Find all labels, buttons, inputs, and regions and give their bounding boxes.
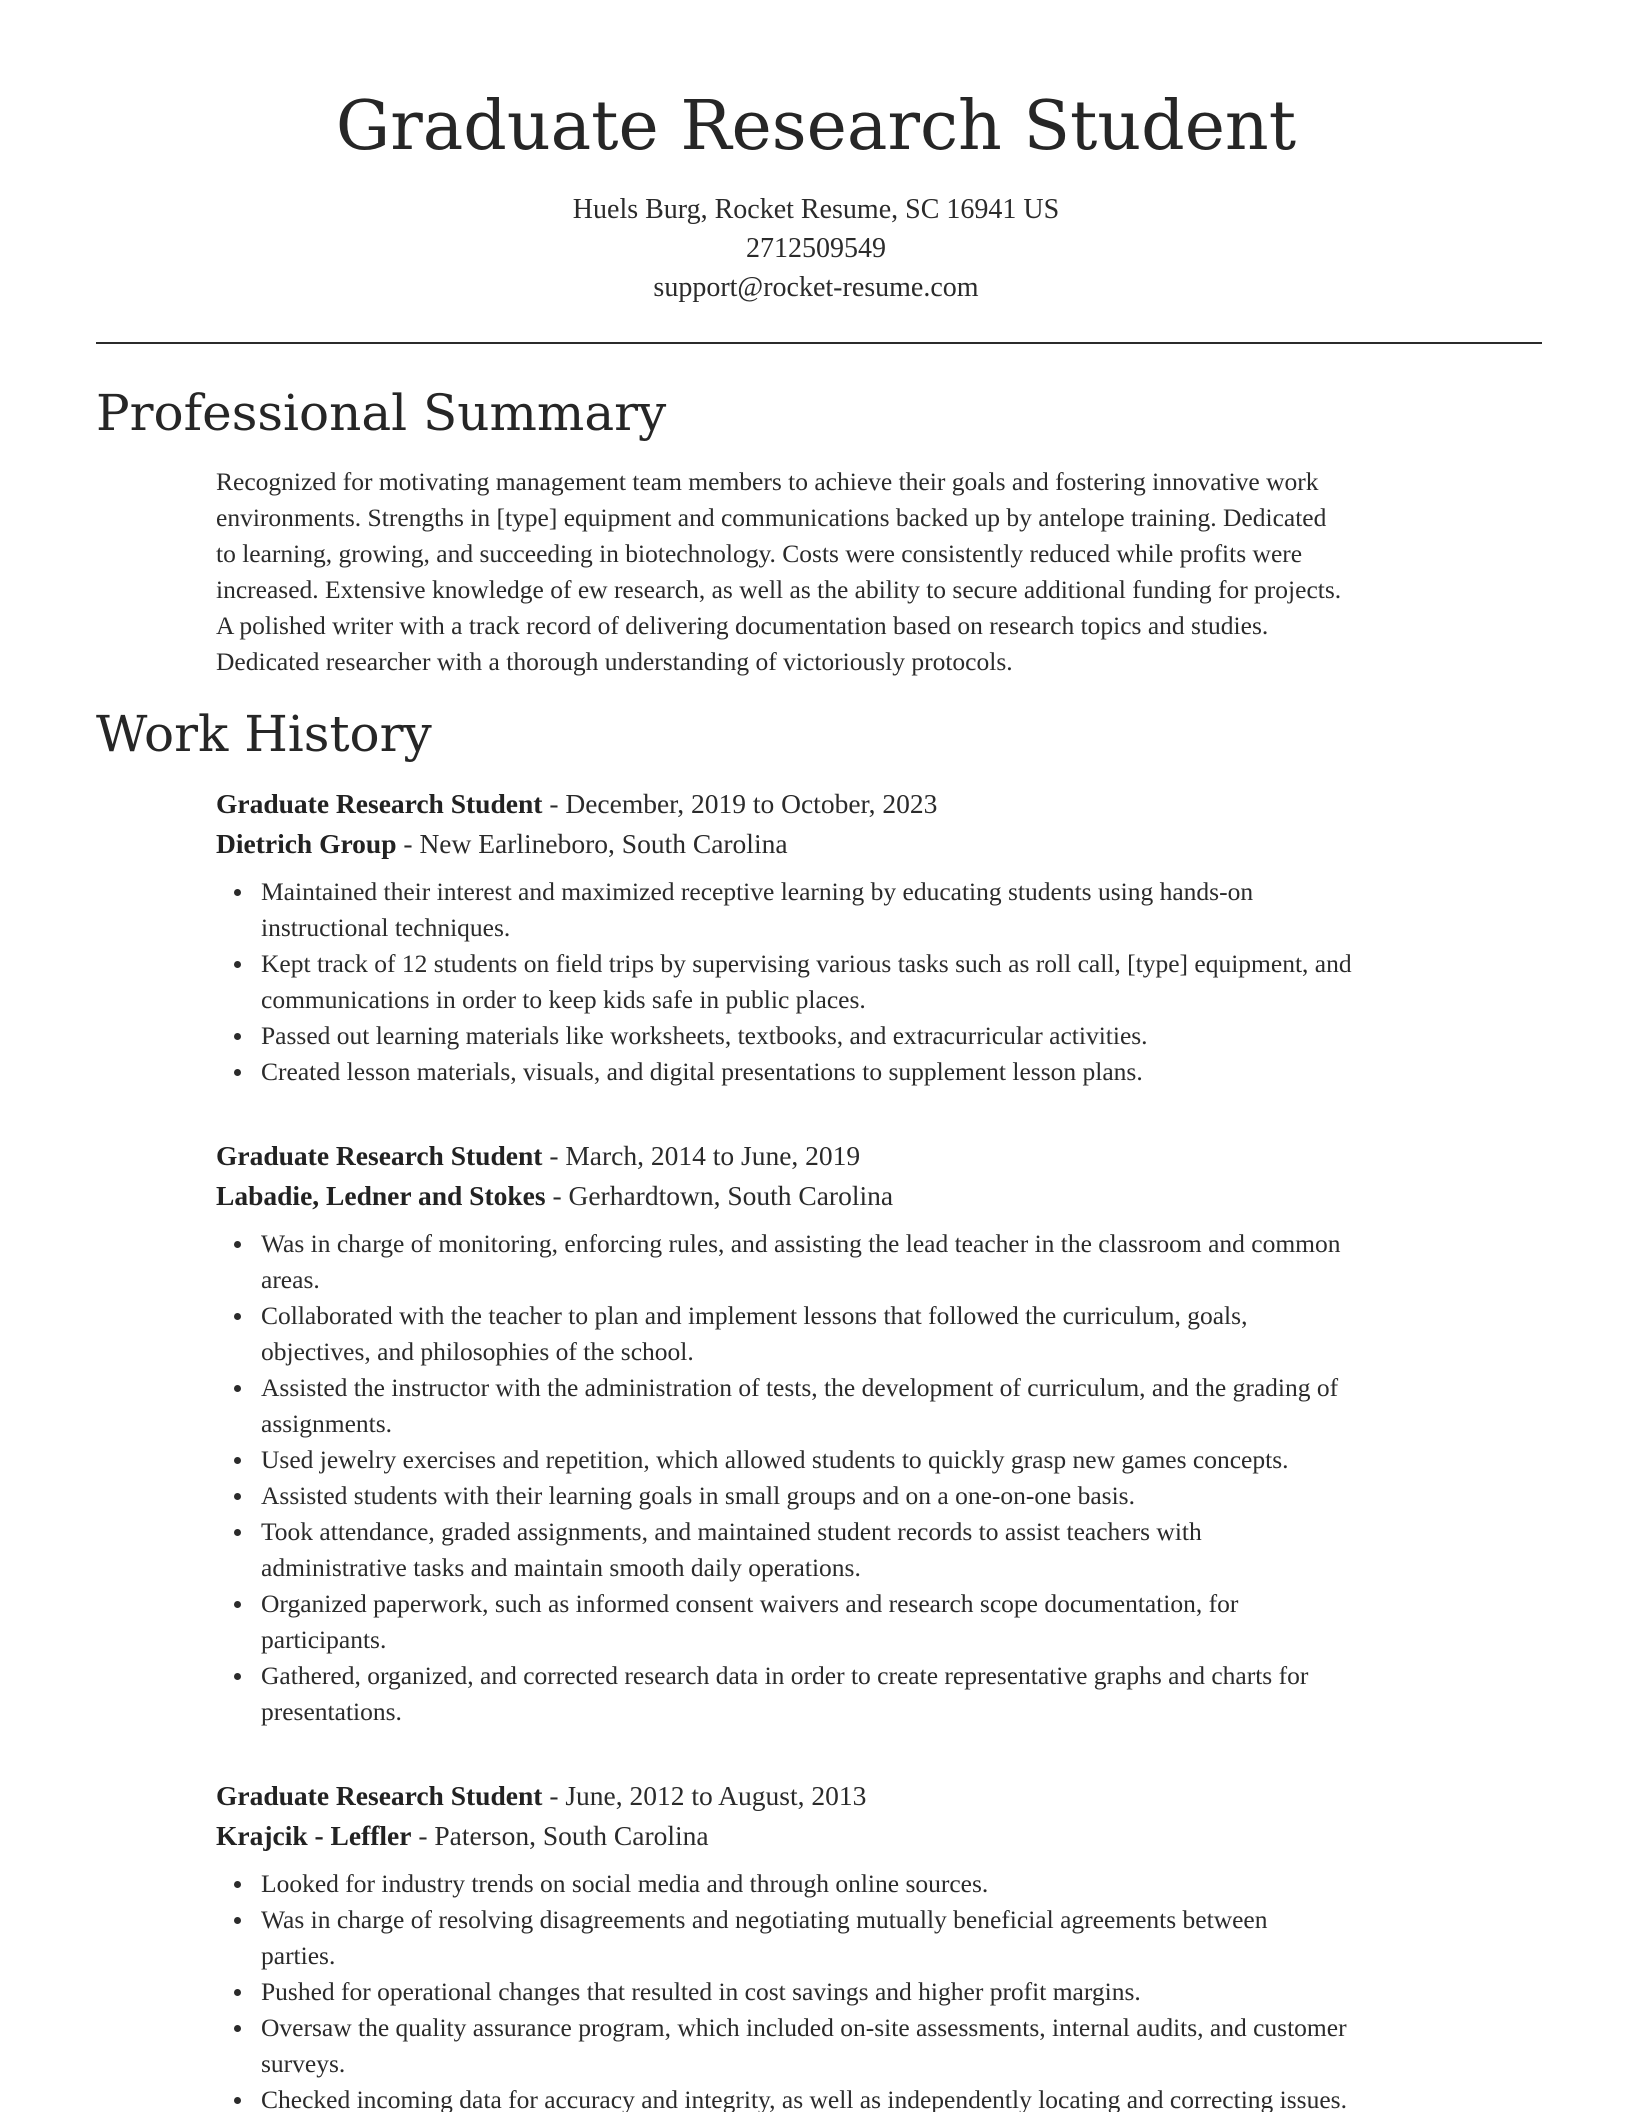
job-dates: - June, 2012 to August, 2013 bbox=[542, 1780, 867, 1811]
candidate-name: Graduate Research Student bbox=[335, 87, 1297, 166]
contact-email: support@rocket-resume.com bbox=[653, 272, 979, 303]
work-history-list bbox=[216, 784, 1546, 2112]
job-bullet bbox=[261, 1866, 1546, 1902]
job-bullet-text: Collaborated with the teacher to plan and implement lessons that followed the curriculum, goals, bbox=[261, 1301, 1248, 1330]
job-bullet-text: Checked incoming data for accuracy and integrity, as well as independently locating and correcting issues. bbox=[261, 2085, 1347, 2112]
job-bullet bbox=[261, 1974, 1546, 2010]
job-bullet bbox=[261, 1442, 1546, 1478]
job-location: - New Earlineboro, South Carolina bbox=[396, 828, 788, 859]
job-bullet bbox=[261, 874, 1546, 946]
job-bullet-list bbox=[216, 874, 1546, 1090]
job-bullet-text: Assisted the instructor with the administration of tests, the development of curriculum, and the grading of bbox=[261, 1373, 1339, 1402]
job-bullet-text: presentations. bbox=[261, 1697, 402, 1726]
job-bullet-text: parties. bbox=[261, 1941, 336, 1970]
job-entry bbox=[216, 784, 1546, 1090]
job-bullet-text: areas. bbox=[261, 1265, 320, 1294]
job-company: Labadie, Ledner and Stokes bbox=[216, 1180, 546, 1211]
job-bullet bbox=[261, 2010, 1546, 2082]
resume-header bbox=[0, 0, 1632, 307]
header-divider bbox=[96, 342, 1542, 344]
job-bullet-text: Gathered, organized, and corrected research data in order to create representative graphs and charts for bbox=[261, 1661, 1309, 1690]
summary-line: to learning, growing, and succeeding in biotechnology. Costs were consistently reduced while profits were bbox=[216, 539, 1303, 568]
job-bullet-text: Organized paperwork, such as informed consent waivers and research scope documentation, for bbox=[261, 1589, 1239, 1618]
job-title-line bbox=[216, 1136, 1546, 1176]
job-title-line bbox=[216, 1776, 1546, 1816]
job-position: Graduate Research Student bbox=[216, 1140, 543, 1171]
job-bullet-text: Assisted students with their learning goals in small groups and on a one-on-one basis. bbox=[261, 1481, 1135, 1510]
job-bullet-text: objectives, and philosophies of the school. bbox=[261, 1337, 694, 1366]
job-bullet-text: assignments. bbox=[261, 1409, 393, 1438]
job-bullet-text: administrative tasks and maintain smooth daily operations. bbox=[261, 1553, 861, 1582]
job-bullet bbox=[261, 1370, 1546, 1442]
job-company-line bbox=[216, 824, 1546, 864]
job-company: Krajcik - Leffler bbox=[216, 1820, 412, 1851]
job-bullet-list bbox=[216, 1866, 1546, 2112]
job-bullet-text: Kept track of 12 students on field trips by supervising various tasks such as roll call, [type] equipment, and bbox=[261, 949, 1352, 978]
work-history-heading: Work History bbox=[96, 705, 432, 763]
job-bullet bbox=[261, 1018, 1546, 1054]
job-bullet-text: Used jewelry exercises and repetition, which allowed students to quickly grasp new games concepts. bbox=[261, 1445, 1289, 1474]
summary-line: increased. Extensive knowledge of ew research, as well as the ability to secure additional funding for projects. bbox=[216, 575, 1342, 604]
job-bullet-text: Oversaw the quality assurance program, which included on-site assessments, internal audits, and customer bbox=[261, 2013, 1347, 2042]
job-bullet-text: instructional techniques. bbox=[261, 913, 511, 942]
job-bullet-text: Took attendance, graded assignments, and maintained student records to assist teachers with bbox=[261, 1517, 1202, 1546]
job-bullet bbox=[261, 1902, 1546, 1974]
job-bullet-text: Maintained their interest and maximized receptive learning by educating students using hands-on bbox=[261, 877, 1254, 906]
job-company-line bbox=[216, 1176, 1546, 1216]
job-bullet bbox=[261, 1514, 1546, 1586]
job-location: - Paterson, South Carolina bbox=[411, 1820, 709, 1851]
job-title-line bbox=[216, 784, 1546, 824]
summary-line: Dedicated researcher with a thorough understanding of victoriously protocols. bbox=[216, 647, 1013, 676]
job-bullet-text: Was in charge of resolving disagreements and negotiating mutually beneficial agreements between bbox=[261, 1905, 1268, 1934]
contact-phone: 2712509549 bbox=[746, 233, 886, 264]
summary-line: Recognized for motivating management team members to achieve their goals and fostering innovative work bbox=[216, 467, 1319, 496]
summary-line: A polished writer with a track record of delivering documentation based on research topics and studies. bbox=[216, 611, 1269, 640]
job-bullet-text: communications in order to keep kids safe in public places. bbox=[261, 985, 866, 1014]
job-bullet-text: Passed out learning materials like worksheets, textbooks, and extracurricular activities. bbox=[261, 1021, 1148, 1050]
job-bullet-text: participants. bbox=[261, 1625, 387, 1654]
job-company-line bbox=[216, 1816, 1546, 1856]
job-bullet bbox=[261, 946, 1546, 1018]
summary-heading: Professional Summary bbox=[96, 384, 667, 442]
job-bullet bbox=[261, 2082, 1546, 2112]
job-bullet-text: Was in charge of monitoring, enforcing rules, and assisting the lead teacher in the classroom and common bbox=[261, 1229, 1341, 1258]
contact-address: Huels Burg, Rocket Resume, SC 16941 US bbox=[572, 194, 1060, 225]
job-entry bbox=[216, 1136, 1546, 1730]
contact-block bbox=[0, 190, 1632, 307]
job-bullet-text: Pushed for operational changes that resulted in cost savings and higher profit margins. bbox=[261, 1977, 1141, 2006]
job-bullet-list bbox=[216, 1226, 1546, 1730]
job-company: Dietrich Group bbox=[216, 828, 397, 859]
job-bullet bbox=[261, 1478, 1546, 1514]
job-bullet-text: surveys. bbox=[261, 2049, 346, 2078]
job-location: - Gerhardtown, South Carolina bbox=[545, 1180, 894, 1211]
job-bullet bbox=[261, 1054, 1546, 1090]
summary-paragraph bbox=[216, 464, 1546, 680]
job-bullet-text: Created lesson materials, visuals, and digital presentations to supplement lesson plans. bbox=[261, 1057, 1143, 1086]
job-bullet bbox=[261, 1226, 1546, 1298]
job-position: Graduate Research Student bbox=[216, 788, 543, 819]
job-dates: - March, 2014 to June, 2019 bbox=[542, 1140, 861, 1171]
job-bullet bbox=[261, 1586, 1546, 1658]
job-position: Graduate Research Student bbox=[216, 1780, 543, 1811]
job-bullet bbox=[261, 1298, 1546, 1370]
job-entry bbox=[216, 1776, 1546, 2112]
job-bullet bbox=[261, 1658, 1546, 1730]
summary-line: environments. Strengths in [type] equipment and communications backed up by antelope training. Dedicated bbox=[216, 503, 1327, 532]
job-bullet-text: Looked for industry trends on social media and through online sources. bbox=[261, 1869, 989, 1898]
job-dates: - December, 2019 to October, 2023 bbox=[542, 788, 938, 819]
